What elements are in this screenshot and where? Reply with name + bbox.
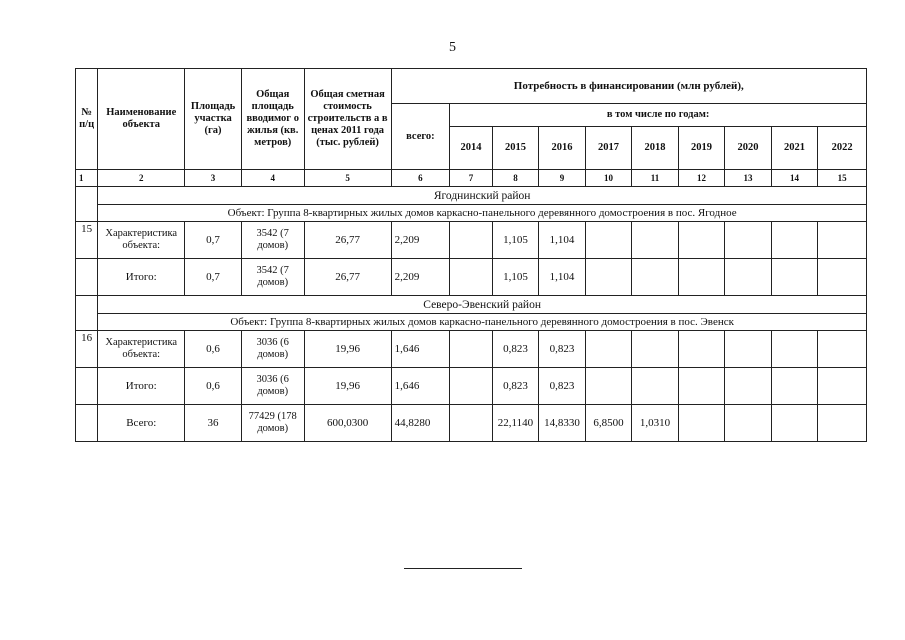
empty-cell xyxy=(818,259,867,296)
empty-cell xyxy=(632,222,679,259)
district-row xyxy=(76,187,867,205)
row-area: 0,7 xyxy=(185,259,242,296)
header-name: Наименование объекта xyxy=(98,69,185,170)
section-number-cell xyxy=(76,296,98,331)
row-area: 0,7 xyxy=(185,222,242,259)
row-housing: 3542 (7 домов) xyxy=(241,259,304,296)
object-row xyxy=(76,314,867,331)
header-area: Площадь участка (га) xyxy=(185,69,242,170)
col-num: 8 xyxy=(492,170,539,187)
row-area: 0,6 xyxy=(185,331,242,368)
empty-cell xyxy=(818,222,867,259)
row-housing: 3542 (7 домов) xyxy=(241,222,304,259)
empty-cell xyxy=(771,331,818,368)
col-num: 12 xyxy=(678,170,725,187)
row-area: 36 xyxy=(185,405,242,442)
header-by-year: в том числе по годам: xyxy=(450,104,867,127)
row-y2015: 1,105 xyxy=(492,222,539,259)
row-name: Итого: xyxy=(98,259,185,296)
column-numbers-row xyxy=(76,170,867,187)
row-y2016: 0,823 xyxy=(539,368,586,405)
empty-cell xyxy=(725,368,772,405)
row-name: Итого: xyxy=(98,368,185,405)
row-housing: 77429 (178 домов) xyxy=(241,405,304,442)
empty-cell xyxy=(725,259,772,296)
year-2016: 2016 xyxy=(539,127,586,170)
empty-cell xyxy=(678,368,725,405)
empty-cell xyxy=(76,259,98,296)
header-total: всего: xyxy=(391,104,450,170)
row-cost: 19,96 xyxy=(304,331,391,368)
subtotal-row xyxy=(76,259,867,296)
empty-cell xyxy=(76,405,98,442)
col-num: 1 xyxy=(76,170,98,187)
empty-cell xyxy=(678,405,725,442)
empty-cell xyxy=(585,259,632,296)
row-name: Характеристика объекта: xyxy=(98,331,185,368)
col-num: 7 xyxy=(450,170,492,187)
year-2018: 2018 xyxy=(632,127,679,170)
empty-cell xyxy=(818,368,867,405)
financing-table xyxy=(75,68,867,442)
col-num: 11 xyxy=(632,170,679,187)
page-number: 5 xyxy=(449,40,456,55)
empty-cell xyxy=(725,331,772,368)
year-2022: 2022 xyxy=(818,127,867,170)
row-y2018: 1,0310 xyxy=(632,405,679,442)
empty-cell xyxy=(771,405,818,442)
empty-cell xyxy=(725,405,772,442)
year-2017: 2017 xyxy=(585,127,632,170)
grand-total-row xyxy=(76,405,867,442)
empty-cell xyxy=(632,259,679,296)
year-2019: 2019 xyxy=(678,127,725,170)
header-cost: Общая сметная стоимость строительств а в ценах 2011 года (тыс. рублей) xyxy=(304,69,391,170)
empty-cell xyxy=(632,331,679,368)
year-2015: 2015 xyxy=(492,127,539,170)
district-title: Северо-Эвенский район xyxy=(98,296,867,314)
year-2020: 2020 xyxy=(725,127,772,170)
col-num: 2 xyxy=(98,170,185,187)
object-title: Объект: Группа 8-квартирных жилых домов каркасно-панельного деревянного домостроения в пос. Эвенск xyxy=(98,314,867,331)
year-2021: 2021 xyxy=(771,127,818,170)
row-area: 0,6 xyxy=(185,368,242,405)
row-total: 2,209 xyxy=(391,259,450,296)
object-title: Объект: Группа 8-квартирных жилых домов каркасно-панельного деревянного домостроения в пос. Ягодное xyxy=(98,205,867,222)
row-y2017: 6,8500 xyxy=(585,405,632,442)
header-row-1 xyxy=(76,69,867,104)
row-total: 2,209 xyxy=(391,222,450,259)
district-title: Ягоднинский район xyxy=(98,187,867,205)
empty-cell xyxy=(585,331,632,368)
col-num: 9 xyxy=(539,170,586,187)
row-name: Всего: xyxy=(98,405,185,442)
col-num: 3 xyxy=(185,170,242,187)
header-need: Потребность в финансировании (млн рублей), xyxy=(391,69,866,104)
col-num: 14 xyxy=(771,170,818,187)
row-y2014 xyxy=(450,331,492,368)
empty-cell xyxy=(771,368,818,405)
characteristic-row xyxy=(76,331,867,368)
year-2014: 2014 xyxy=(450,127,492,170)
row-y2014 xyxy=(450,222,492,259)
empty-cell xyxy=(678,331,725,368)
section-number-cell xyxy=(76,187,98,222)
empty-cell xyxy=(771,259,818,296)
row-number: 16 xyxy=(76,331,98,368)
empty-cell xyxy=(585,222,632,259)
empty-cell xyxy=(678,222,725,259)
row-y2016: 14,8330 xyxy=(539,405,586,442)
row-cost: 26,77 xyxy=(304,222,391,259)
row-housing: 3036 (6 домов) xyxy=(241,331,304,368)
empty-cell xyxy=(725,222,772,259)
empty-cell xyxy=(76,368,98,405)
col-num: 5 xyxy=(304,170,391,187)
signature-line xyxy=(404,568,522,569)
district-row xyxy=(76,296,867,314)
row-y2015: 0,823 xyxy=(492,368,539,405)
characteristic-row xyxy=(76,222,867,259)
row-housing: 3036 (6 домов) xyxy=(241,368,304,405)
empty-cell xyxy=(771,222,818,259)
row-cost: 600,0300 xyxy=(304,405,391,442)
row-y2016: 1,104 xyxy=(539,259,586,296)
empty-cell xyxy=(632,368,679,405)
object-row xyxy=(76,205,867,222)
empty-cell xyxy=(818,331,867,368)
header-num: № п/ц xyxy=(76,69,98,170)
empty-cell xyxy=(678,259,725,296)
col-num: 10 xyxy=(585,170,632,187)
col-num: 15 xyxy=(818,170,867,187)
empty-cell xyxy=(818,405,867,442)
row-y2015: 1,105 xyxy=(492,259,539,296)
row-y2014 xyxy=(450,259,492,296)
row-y2015: 0,823 xyxy=(492,331,539,368)
col-num: 13 xyxy=(725,170,772,187)
row-total: 1,646 xyxy=(391,368,450,405)
row-y2014 xyxy=(450,368,492,405)
col-num: 4 xyxy=(241,170,304,187)
row-y2016: 1,104 xyxy=(539,222,586,259)
row-number: 15 xyxy=(76,222,98,259)
row-total: 44,8280 xyxy=(391,405,450,442)
header-housing: Общая площадь вводимог о жилья (кв. метров) xyxy=(241,69,304,170)
row-y2014 xyxy=(450,405,492,442)
subtotal-row xyxy=(76,368,867,405)
col-num: 6 xyxy=(391,170,450,187)
row-cost: 19,96 xyxy=(304,368,391,405)
row-cost: 26,77 xyxy=(304,259,391,296)
empty-cell xyxy=(585,368,632,405)
row-name: Характеристика объекта: xyxy=(98,222,185,259)
row-y2015: 22,1140 xyxy=(492,405,539,442)
row-y2016: 0,823 xyxy=(539,331,586,368)
row-total: 1,646 xyxy=(391,331,450,368)
